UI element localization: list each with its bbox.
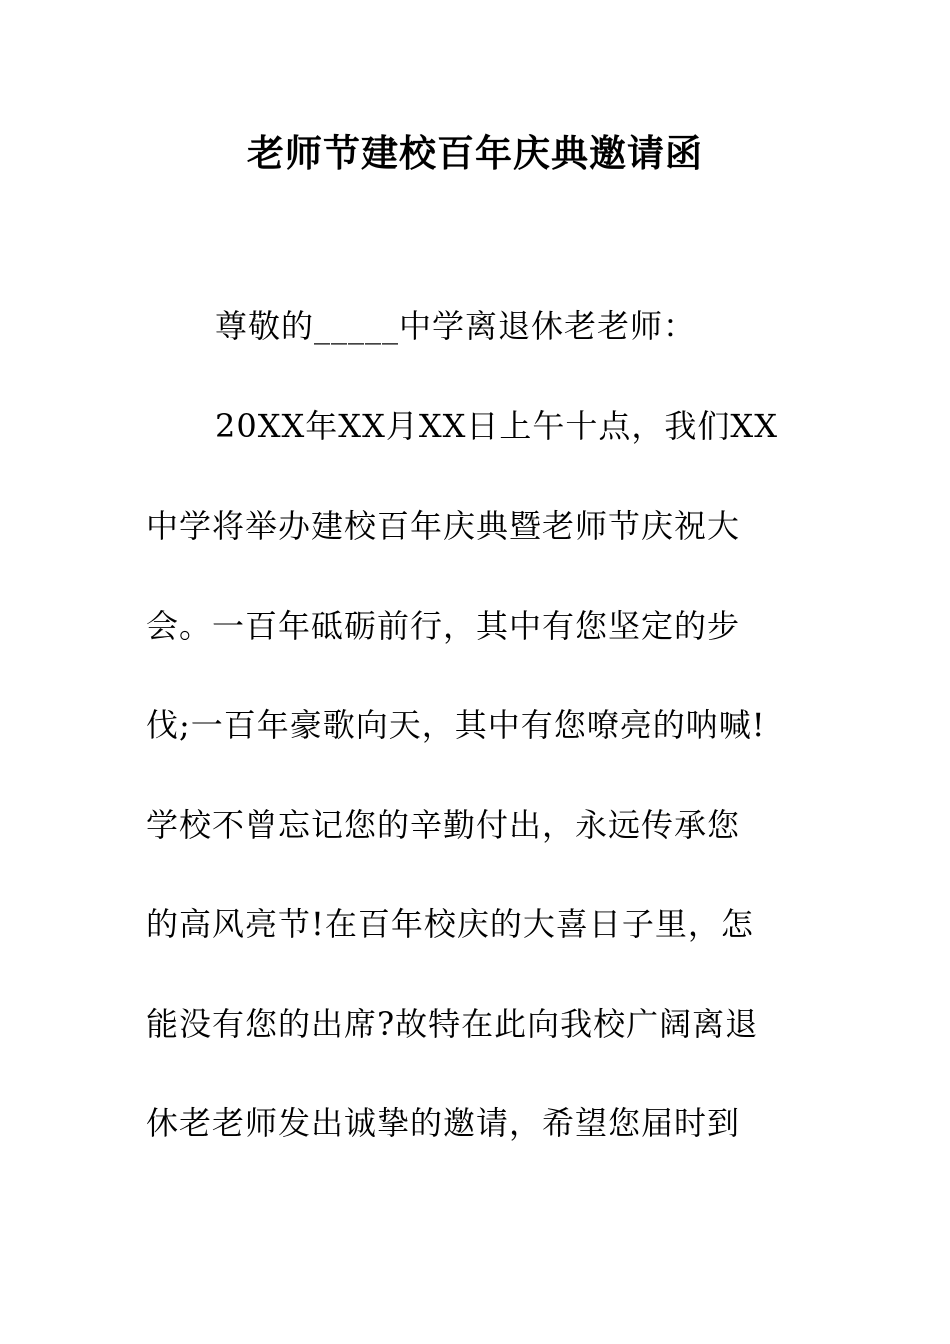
document-title: 老师节建校百年庆典邀请函 <box>247 131 703 175</box>
body-line-6: 的高风亮节!在百年校庆的大喜日子里，怎 <box>146 905 754 943</box>
salutation: 尊敬的_____中学离退休老老师： <box>215 307 697 345</box>
body-line-2: 中学将举办建校百年庆典暨老师节庆祝大 <box>146 507 741 545</box>
body-line-3: 会。一百年砥砺前行，其中有您坚定的步 <box>146 607 741 645</box>
body-line-4: 伐;一百年豪歌向天，其中有您嘹亮的呐喊! <box>146 706 766 744</box>
body-line-5: 学校不曾忘记您的辛勤付出，永远传承您 <box>146 806 741 844</box>
body-line-7: 能没有您的出席?故特在此向我校广阔离退 <box>146 1005 759 1043</box>
body-line-1: 20XX年XX月XX日上午十点，我们XX <box>215 407 778 445</box>
body-line-8: 休老老师发出诚挚的邀请，希望您届时到 <box>146 1104 741 1142</box>
